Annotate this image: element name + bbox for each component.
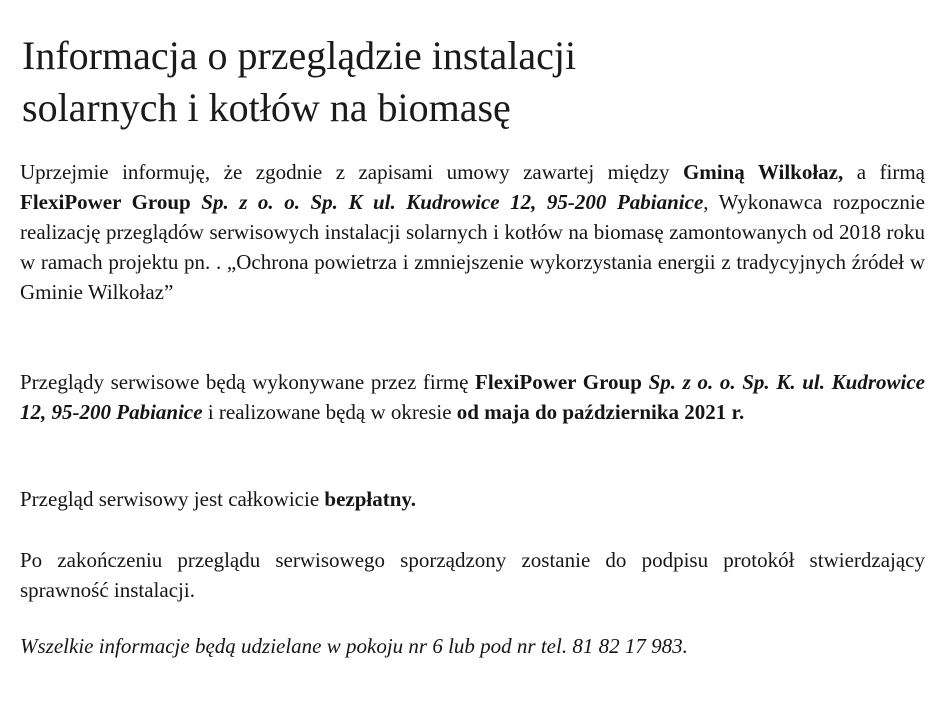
paragraph-service-period	[20, 367, 925, 427]
paragraph-protocol: Po zakończeniu przeglądu serwisowego sporządzony zostanie do podpisu protokół stwierdzający sprawność instalacji.	[20, 548, 925, 602]
title-line-1: Informacja o przeglądzie instalacji	[22, 33, 577, 78]
paragraph-free-text: Przegląd serwisowy jest całkowicie	[20, 487, 325, 511]
paragraph-agreement-text-3: , Wykonawca rozpocznie realizację przeglądów serwisowych instalacji solarnych i kotłów na biomasę zamontowanych od 2018 roku w ramach projektu pn. . „Ochrona powietrza i zmniejszenie wykorzystania energii z tradycyjnych źródeł w Gminie Wilkołaz”	[20, 190, 925, 304]
paragraph-service-text-1: Przeglądy serwisowe będą wykonywane przez firmę	[20, 370, 476, 394]
paragraph-agreement-text-1: Uprzejmie informuję, że zgodnie z zapisami umowy zawartej między	[20, 160, 683, 184]
free-of-charge-label: bezpłatny.	[324, 487, 417, 511]
paragraph-contact-info: Wszelkie informacje będą udzielane w pokoju nr 6 lub pod nr tel. 81 82 17 983.	[20, 634, 688, 658]
title-line-2: solarnych i kotłów na biomasę	[22, 85, 511, 130]
company-address: Sp. z o. o. Sp. K ul. Kudrowice 12, 95-200 Pabianice	[201, 190, 704, 214]
service-period: od maja do października 2021 r.	[456, 400, 745, 424]
service-company-name: FlexiPower Group	[475, 370, 649, 394]
company-name: FlexiPower Group	[20, 190, 202, 214]
service-company-address: Sp. z o. o. Sp. K. ul. Kudrowice 12, 95-200 Pabianice	[20, 370, 925, 424]
paragraph-free-of-charge	[20, 484, 925, 514]
document-title	[22, 30, 922, 134]
paragraph-service-text-2: i realizowane będą w okresie	[202, 400, 457, 424]
paragraph-agreement-text-2: a firmą	[843, 160, 925, 184]
municipality-name: Gminą Wilkołaz,	[682, 160, 844, 184]
paragraph-agreement	[20, 157, 925, 307]
